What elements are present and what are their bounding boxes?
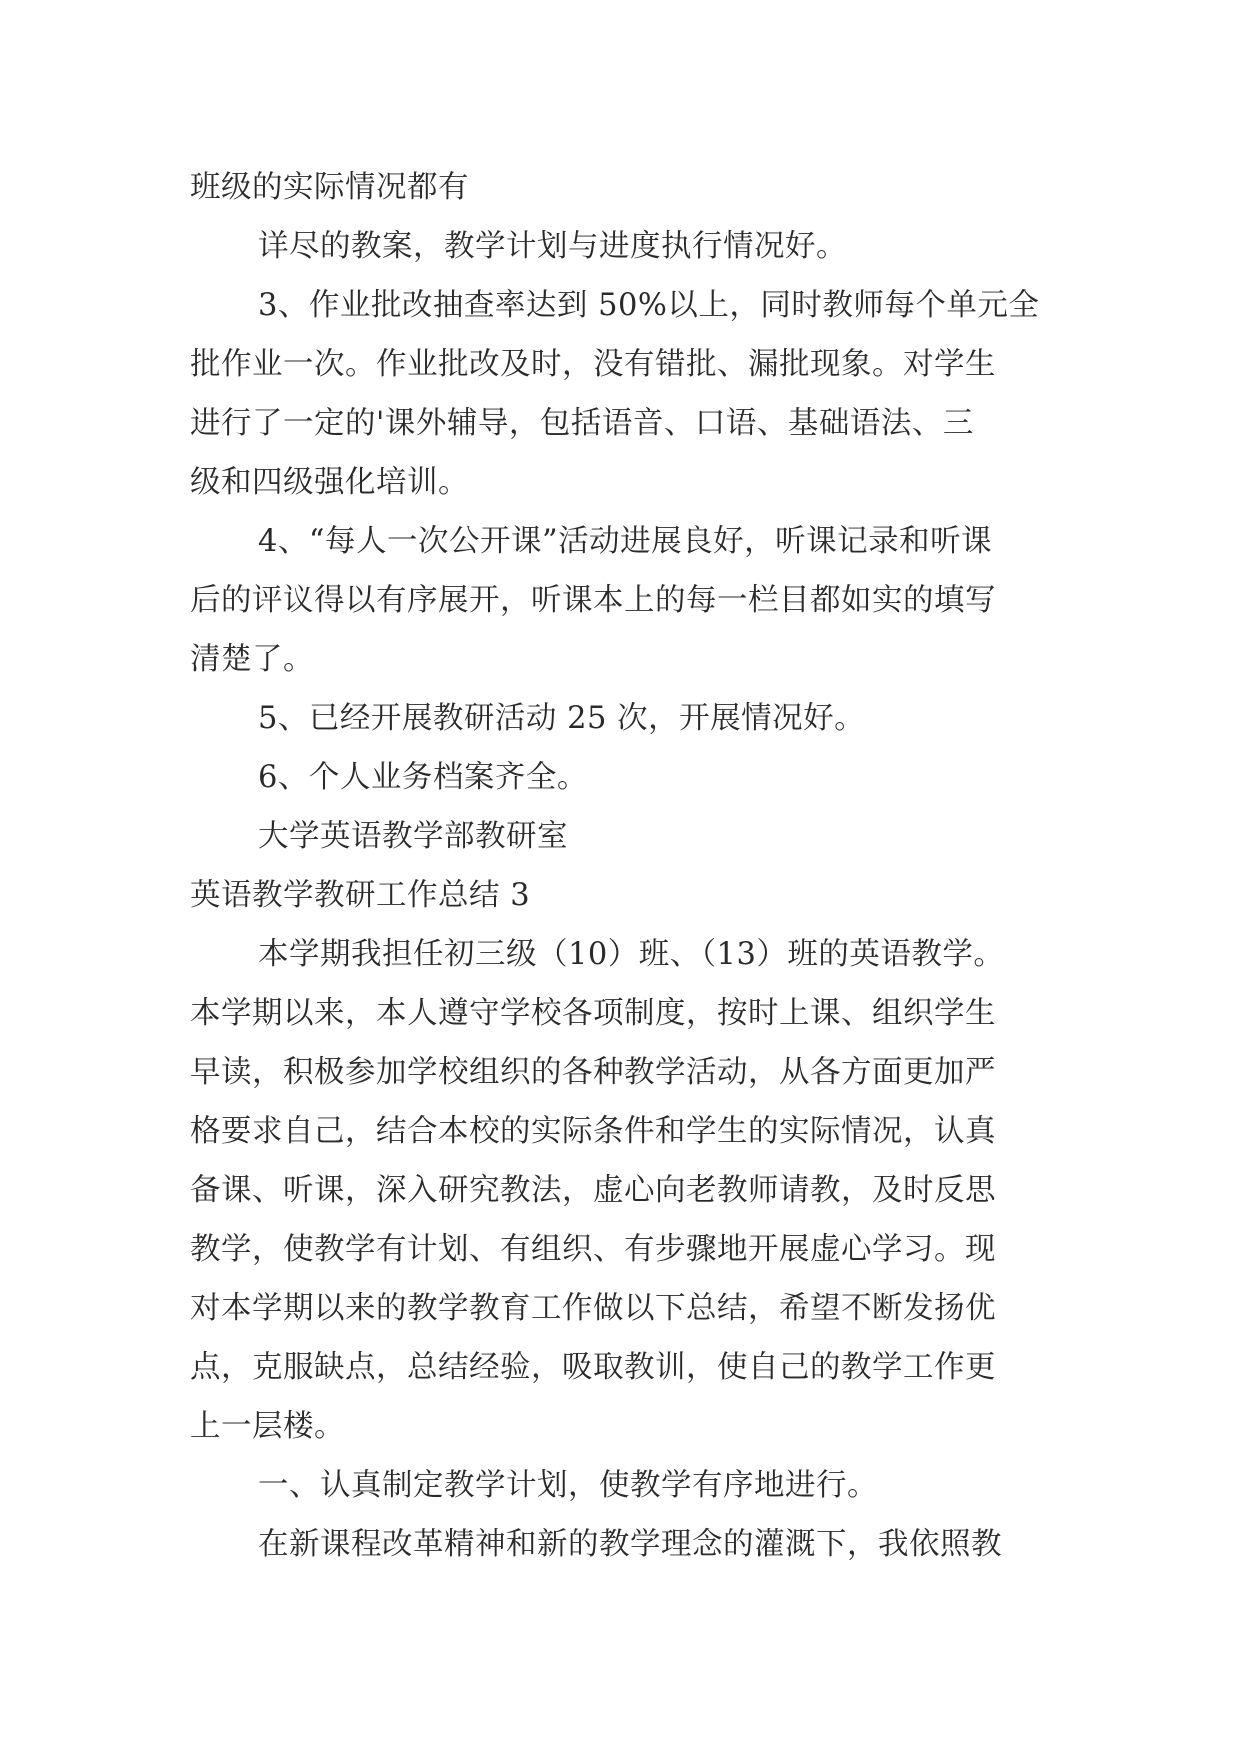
text-line: 在新课程改革精神和新的教学理念的灌溉下，我依照教 [258,1527,1002,1562]
text-line: 5、已经开展教研活动 25 次，开展情况好。 [258,701,866,736]
text-line: 一、认真制定教学计划，使教学有序地进行。 [258,1468,878,1503]
text-line: 3、作业批改抽查率达到 50%以上，同时教师每个单元全 [258,288,1040,323]
text-line: 进行了一定的'课外辅导，包括语音、口语、基础语法、三 [190,406,974,441]
signature-line: 大学英语教学部教研室 [258,819,568,854]
text-line: 上一层楼。 [190,1409,345,1444]
text-line: 详尽的教案，教学计划与进度执行情况好。 [258,229,847,264]
text-line: 6、个人业务档案齐全。 [258,760,588,795]
text-line: 级和四级强化培训。 [190,465,469,500]
text-line: 清楚了。 [190,642,314,677]
text-line: 格要求自己，结合本校的实际条件和学生的实际情况，认真 [190,1114,996,1149]
text-line: 批作业一次。作业批改及时，没有错批、漏批现象。对学生 [190,347,996,382]
text-line: 对本学期以来的教学教育工作做以下总结，希望不断发扬优 [190,1291,996,1326]
section-heading: 英语教学教研工作总结 3 [190,878,531,913]
text-line: 4、“每人一次公开课”活动进展良好，听课记录和听课 [258,524,993,559]
text-line: 点，克服缺点，总结经验，吸取教训，使自己的教学工作更 [190,1350,996,1385]
text-line: 备课、听课，深入研究教法，虚心向老教师请教，及时反思 [190,1173,996,1208]
text-line: 本学期我担任初三级（10）班、（13）班的英语教学。 [258,937,1005,972]
document-body [190,158,1054,1574]
text-line: 教学，使教学有计划、有组织、有步骤地开展虚心学习。现 [190,1232,996,1267]
text-line: 早读，积极参加学校组织的各种教学活动，从各方面更加严 [190,1055,996,1090]
text-line: 班级的实际情况都有 [190,170,469,205]
text-line: 本学期以来，本人遵守学校各项制度，按时上课、组织学生 [190,996,996,1031]
text-line: 后的评议得以有序展开，听课本上的每一栏目都如实的填写 [190,583,996,618]
